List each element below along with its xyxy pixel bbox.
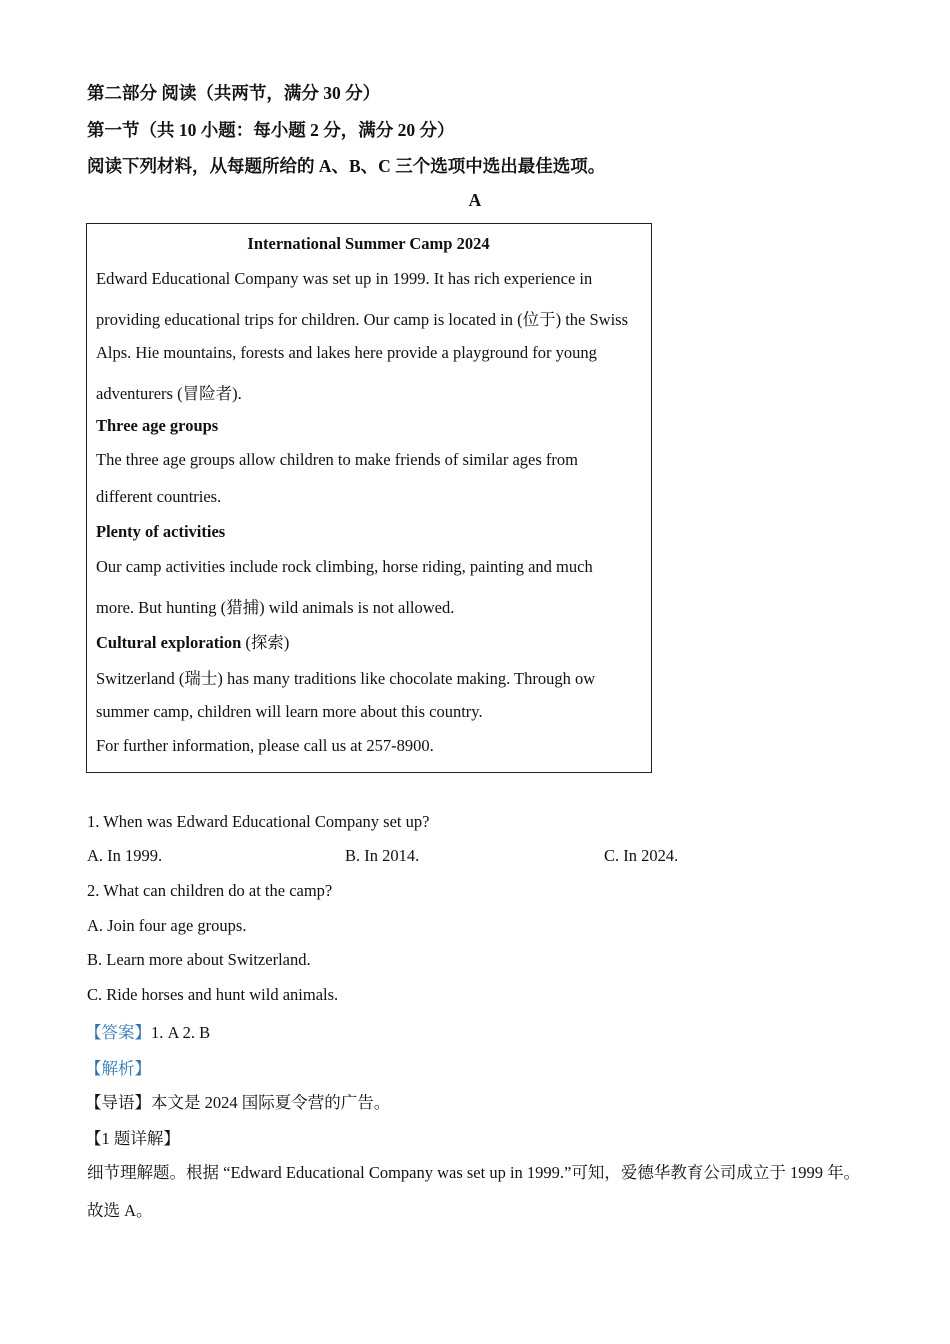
section-heading-note: (探索) [241, 633, 290, 652]
section-heading-cultural [96, 629, 289, 653]
notice-box [86, 223, 652, 773]
section-line: Our camp activities include rock climbing, horse riding, painting and much [96, 557, 593, 576]
section-line: more. But hunting (猎捕) wild animals is not allowed. [96, 598, 455, 617]
analysis-label: 【解析】 [85, 1059, 151, 1078]
section-heading: 第一节（共 10 小题：每小题 2 分，满分 20 分） [87, 120, 455, 140]
question-2-option-a: A. Join four age groups. [87, 916, 247, 935]
section-heading-age-groups [96, 416, 218, 436]
question-1-option-b: B. In 2014. [345, 846, 420, 865]
section-heading-activities [96, 522, 225, 542]
q1-detail-line: 细节理解题。根据 “Edward Educational Company was set up in 1999.”可知，爱德华教育公司成立于 1999 年。 [87, 1163, 861, 1182]
notice-intro-line: Edward Educational Company was set up in 1999. It has rich experience in [96, 269, 593, 288]
q1-detail-label: 【1 题详解】 [85, 1129, 180, 1148]
section-heading-text: Plenty of activities [96, 522, 226, 541]
part-heading: 第二部分 阅读（共两节，满分 30 分） [87, 83, 381, 103]
notice-intro-line: adventurers (冒险者). [96, 384, 242, 403]
q1-detail-line: 故选 A。 [87, 1201, 153, 1220]
question-2-option-b: B. Learn more about Switzerland. [87, 950, 311, 969]
answer-value: 1. A 2. B [151, 1023, 211, 1042]
notice-intro-line: Alps. Hie mountains, forests and lakes here provide a playground for young [96, 343, 597, 362]
instruction-text: 阅读下列材料，从每题所给的 A、B、C 三个选项中选出最佳选项。 [87, 156, 606, 176]
section-heading-text: Three age groups [96, 416, 219, 435]
answer-line [85, 1019, 210, 1043]
notice-intro-line: providing educational trips for children. Our camp is located in (位于) the Swiss [96, 310, 629, 329]
question-2-option-c: C. Ride horses and hunt wild animals. [87, 985, 339, 1004]
question-2-stem: 2. What can children do at the camp? [87, 881, 333, 900]
section-line: different countries. [96, 487, 222, 506]
section-line: The three age groups allow children to make friends of similar ages from [96, 450, 579, 469]
notice-title: International Summer Camp 2024 [247, 234, 490, 253]
analysis-intro: 【导语】本文是 2024 国际夏令营的广告。 [85, 1093, 391, 1112]
contact-line: For further information, please call us at 257-8900. [96, 736, 434, 755]
question-1-stem: 1. When was Edward Educational Company set up? [87, 812, 430, 831]
answer-label: 【答案】 [85, 1023, 151, 1042]
passage-label: A [468, 190, 482, 210]
question-1-option-a: A. In 1999. [87, 846, 163, 865]
section-line: Switzerland (瑞士) has many traditions like chocolate making. Through ow [96, 669, 596, 688]
question-1-option-c: C. In 2024. [604, 846, 679, 865]
section-line: summer camp, children will learn more about this country. [96, 702, 483, 721]
section-heading-text: Cultural exploration [96, 633, 242, 652]
